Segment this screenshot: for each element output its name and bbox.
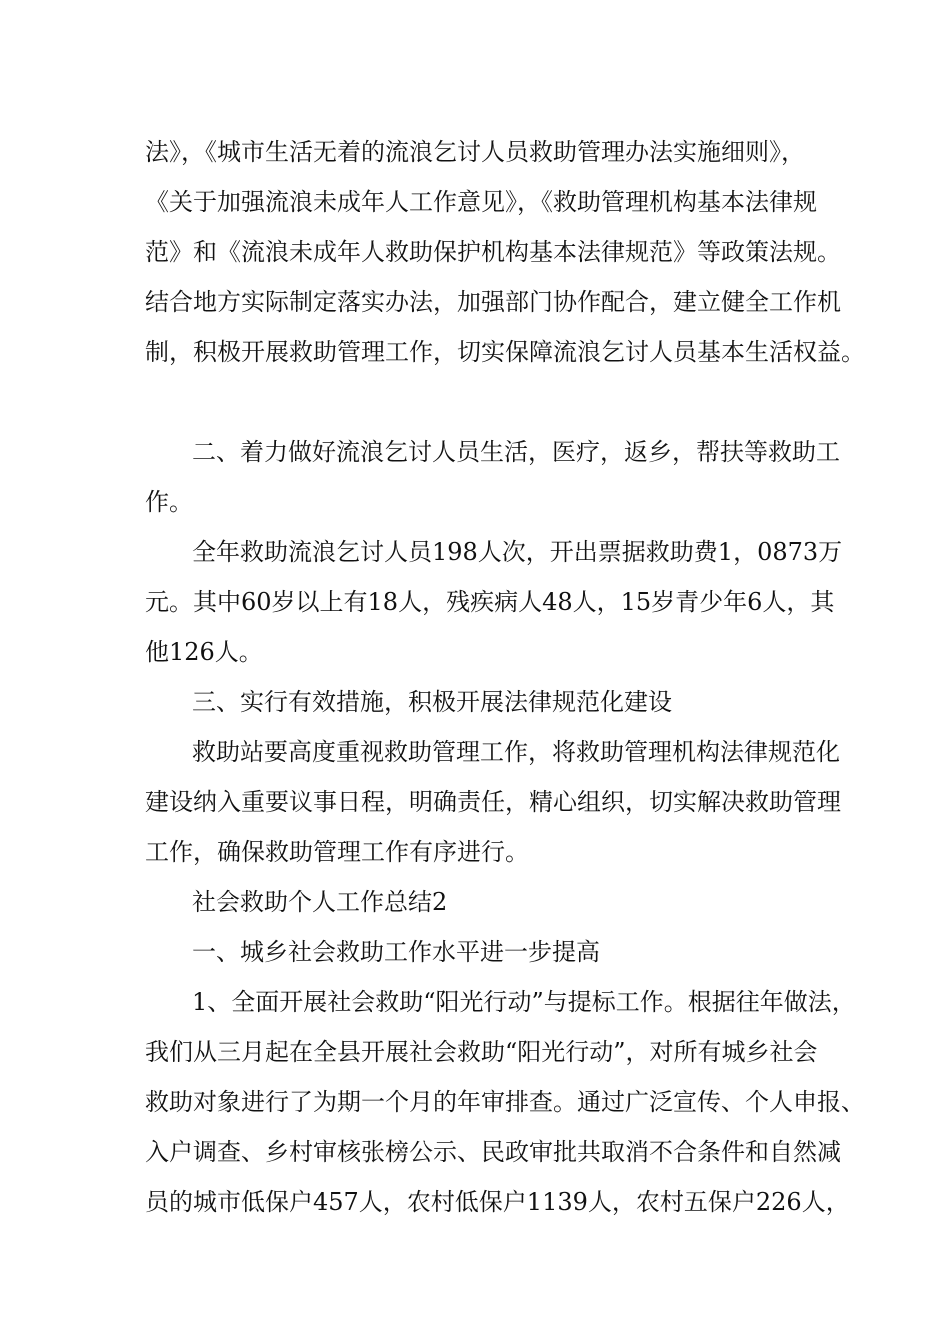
document-title: 社会救助个人工作总结2 — [192, 888, 448, 916]
text-line: 法》，《城市生活无着的流浪乞讨人员救助管理办法实施细则》， — [145, 138, 805, 166]
text-line: 救助站要高度重视救助管理工作，将救助管理机构法律规范化 — [192, 738, 840, 766]
text-line: 建设纳入重要议事日程，明确责任，精心组织，切实解决救助管理 — [145, 788, 841, 816]
text-line: 全年救助流浪乞讨人员198人次，开出票据救助费1，0873万 — [192, 538, 843, 566]
text-line: 他126人。 — [145, 638, 263, 666]
text-line: 制，积极开展救助管理工作，切实保障流浪乞讨人员基本生活权益。 — [145, 338, 865, 366]
text-line: 结合地方实际制定落实办法，加强部门协作配合，建立健全工作机 — [145, 288, 841, 316]
text-line: 范》和《流浪未成年人救助保护机构基本法律规范》等政策法规。 — [145, 238, 841, 266]
text-line: 我们从三月起在全县开展社会救助“阳光行动”，对所有城乡社会 — [145, 1038, 818, 1066]
text-line: 1、全面开展社会救助“阳光行动”与提标工作。根据往年做法， — [192, 988, 856, 1016]
section-heading: 一、城乡社会救助工作水平进一步提高 — [192, 938, 600, 966]
text-line: 元。其中60岁以上有18人，残疾病人48人，15岁青少年6人，其 — [145, 588, 835, 616]
text-line: 作。 — [145, 488, 193, 516]
text-line: 《关于加强流浪未成年人工作意见》，《救助管理机构基本法律规 — [145, 188, 817, 216]
text-line: 入户调查、乡村审核张榜公示、民政审批共取消不合条件和自然减 — [145, 1138, 841, 1166]
section-heading: 三、实行有效措施，积极开展法律规范化建设 — [192, 688, 672, 716]
text-line: 员的城市低保户457人，农村低保户1139人，农村五保户226人， — [145, 1188, 850, 1216]
text-line: 救助对象进行了为期一个月的年审排查。通过广泛宣传、个人申报、 — [145, 1088, 865, 1116]
text-line: 工作，确保救助管理工作有序进行。 — [145, 838, 529, 866]
section-heading: 二、着力做好流浪乞讨人员生活，医疗，返乡，帮扶等救助工 — [192, 438, 840, 466]
